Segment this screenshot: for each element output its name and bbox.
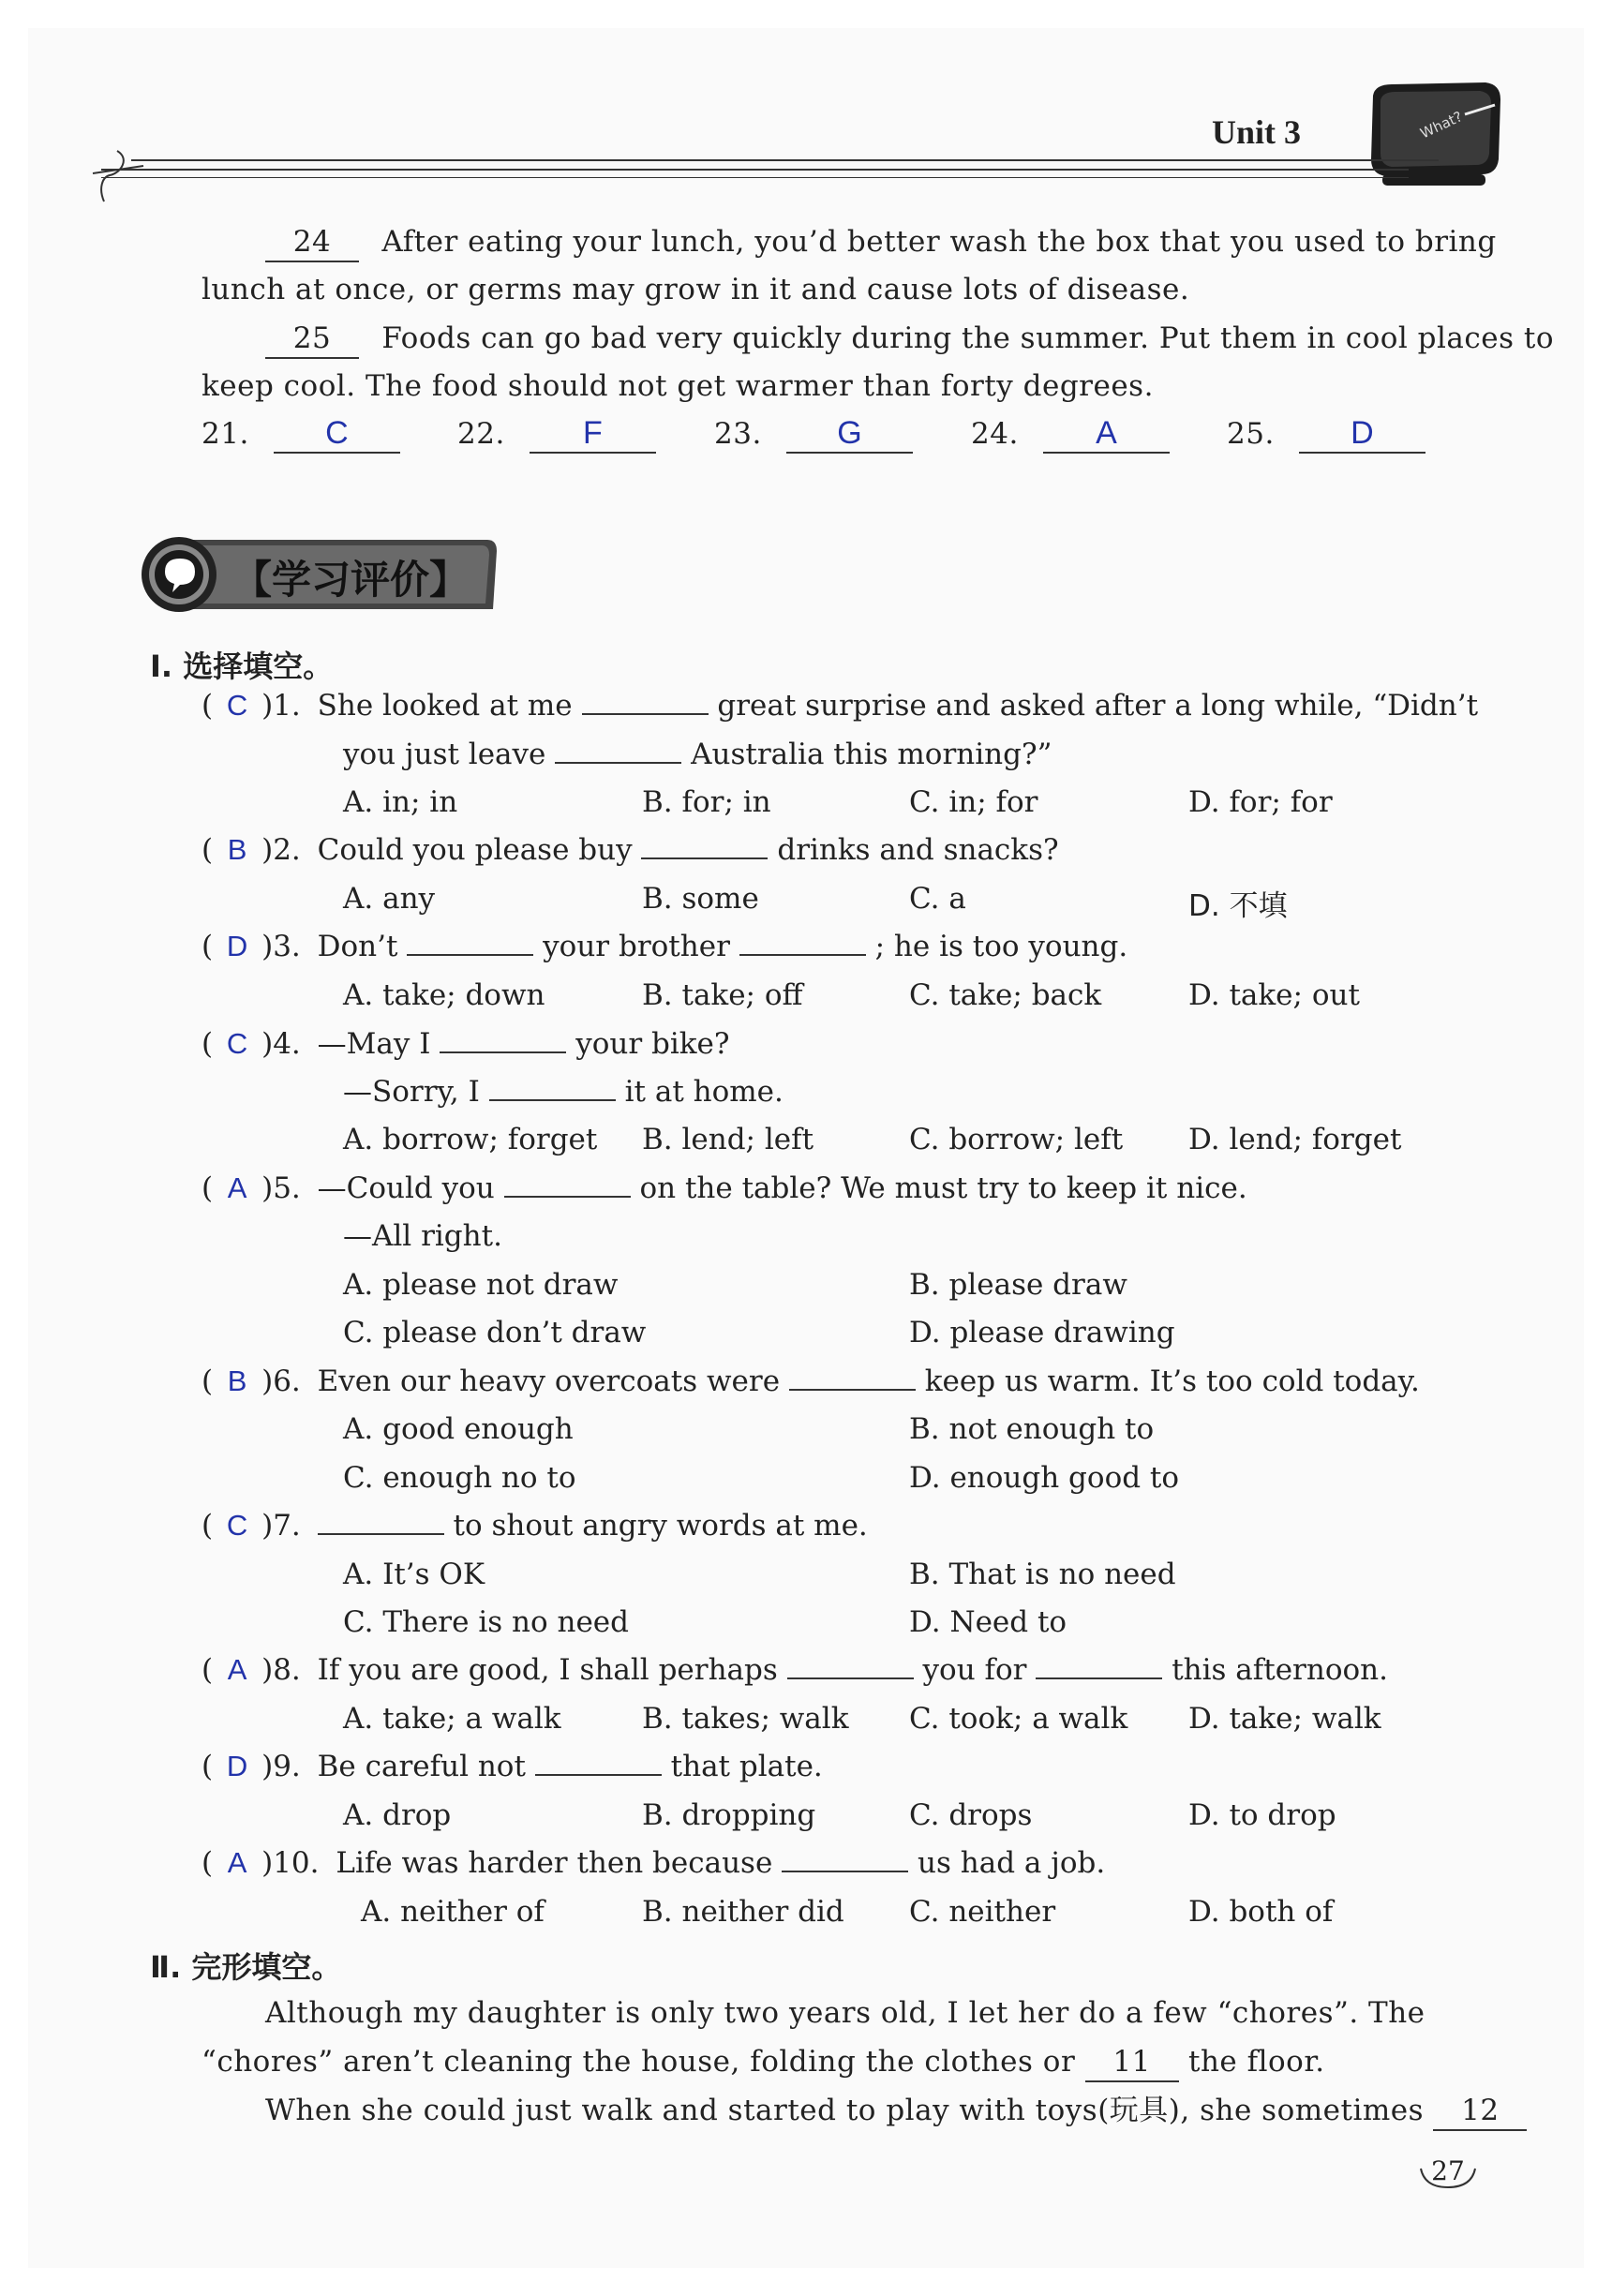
answer-blank[interactable] <box>440 1051 566 1053</box>
cloze-line-3: When she could just walk and started to play with toys(玩具), she sometimes 12 <box>265 2086 1527 2135</box>
tv-icon <box>1364 77 1504 189</box>
question-answer[interactable]: B <box>227 1364 247 1397</box>
answer-blank[interactable] <box>787 1677 914 1679</box>
cloze-blank-11[interactable]: 11 <box>1085 2043 1179 2082</box>
unit-title: Unit 3 <box>1212 113 1302 151</box>
option-c[interactable]: C. please don’t draw <box>343 1316 647 1349</box>
question-4: ( C )4. —May I your bike? <box>202 1027 730 1061</box>
question-answer[interactable]: C <box>226 1509 248 1542</box>
option-b[interactable]: B. some <box>642 882 759 916</box>
question-8: ( A )8. If you are good, I shall perhaps you for this afternoon. <box>202 1653 1388 1687</box>
banner-title: 【学习评价】 <box>232 557 470 603</box>
answer-number: 23. <box>714 417 762 451</box>
option-c[interactable]: C. drops <box>909 1798 1033 1832</box>
option-b[interactable]: B. take; off <box>642 978 803 1012</box>
question-6: ( B )6. Even our heavy overcoats were keep us warm. It’s too cold today. <box>202 1364 1420 1398</box>
option-d[interactable]: D. for; for <box>1188 785 1333 819</box>
option-d[interactable]: D. to drop <box>1188 1798 1336 1832</box>
question-answer[interactable]: C <box>226 689 248 722</box>
option-c[interactable]: C. enough no to <box>343 1461 576 1495</box>
option-b[interactable]: B. please draw <box>909 1268 1127 1302</box>
answer-row <box>1227 410 1425 458</box>
question-10: ( A )10. Life was harder then because us had a job. <box>202 1846 1106 1880</box>
option-b[interactable]: B. dropping <box>642 1798 816 1832</box>
passage-24 <box>265 217 1497 266</box>
answer-row <box>457 410 656 458</box>
question-1-line2: you just leave Australia this morning?” <box>343 738 1052 771</box>
question-4-line2: —Sorry, I it at home. <box>343 1075 784 1109</box>
option-d[interactable]: D. take; out <box>1188 978 1360 1012</box>
option-d[interactable]: D. take; walk <box>1188 1702 1381 1736</box>
question-answer[interactable]: D <box>226 1750 248 1782</box>
passage-24-text: After eating your lunch, you’d better wash the box that you used to bring <box>381 225 1497 259</box>
option-c[interactable]: C. in; for <box>909 785 1038 819</box>
answer-blank[interactable]: G <box>786 414 913 454</box>
option-c[interactable]: C. a <box>909 882 966 916</box>
section-banner <box>139 534 500 615</box>
option-d[interactable]: D. both of <box>1188 1895 1334 1929</box>
question-1: ( C )1. She looked at me great surprise and asked after a long while, “Didn’t <box>202 689 1479 723</box>
option-b[interactable]: B. lend; left <box>642 1123 814 1156</box>
answer-blank[interactable] <box>582 713 709 715</box>
question-answer[interactable]: A <box>227 1846 247 1879</box>
option-d[interactable]: D. 不填 <box>1188 889 1288 923</box>
option-d[interactable]: D. please drawing <box>909 1316 1175 1349</box>
cloze-line-2: “chores” aren’t cleaning the house, folding the clothes or 11 the floor. <box>202 2037 1325 2086</box>
answer-blank[interactable]: C <box>274 414 400 454</box>
option-a[interactable]: A. borrow; forget <box>343 1123 598 1156</box>
passage-24-line2: lunch at once, or germs may grow in it and cause lots of disease. <box>202 273 1190 306</box>
option-d[interactable]: D. Need to <box>909 1605 1067 1639</box>
answer-blank[interactable] <box>789 1389 916 1391</box>
option-a[interactable]: A. drop <box>343 1798 452 1832</box>
option-c[interactable]: C. take; back <box>909 978 1102 1012</box>
passage-25-text: Foods can go bad very quickly during the summer. Put them in cool places to <box>381 321 1554 355</box>
answer-blank[interactable]: A <box>1043 414 1170 454</box>
option-b[interactable]: B. for; in <box>642 785 771 819</box>
passage-25-line2: keep cool. The food should not get warmer than forty degrees. <box>202 369 1154 403</box>
answer-row <box>202 410 400 458</box>
answer-blank[interactable] <box>1036 1677 1162 1679</box>
answer-blank[interactable] <box>739 954 866 956</box>
option-d[interactable]: D. enough good to <box>909 1461 1180 1495</box>
question-answer[interactable]: C <box>226 1027 248 1060</box>
option-a[interactable]: A. any <box>343 882 436 916</box>
cloze-blank-12[interactable]: 12 <box>1433 2092 1527 2131</box>
question-5-line2: —All right. <box>343 1219 502 1253</box>
section-1-title: Ⅰ. 选择填空。 <box>150 649 334 684</box>
question-answer[interactable]: B <box>227 833 247 866</box>
option-b[interactable]: B. neither did <box>642 1895 844 1929</box>
option-d[interactable]: D. lend; forget <box>1188 1123 1402 1156</box>
option-a[interactable]: A. take; a walk <box>343 1702 561 1736</box>
question-answer[interactable]: D <box>226 930 248 962</box>
option-b[interactable]: B. not enough to <box>909 1412 1155 1446</box>
option-b[interactable]: B. That is no need <box>909 1558 1176 1591</box>
answer-blank[interactable] <box>641 857 768 859</box>
answer-blank[interactable]: F <box>530 414 656 454</box>
option-a[interactable]: A. in; in <box>343 785 458 819</box>
answer-blank[interactable]: D <box>1299 414 1425 454</box>
option-c[interactable]: C. neither <box>909 1895 1056 1929</box>
question-answer[interactable]: A <box>227 1653 247 1686</box>
option-c[interactable]: C. There is no need <box>343 1605 629 1639</box>
answer-blank[interactable] <box>782 1871 908 1872</box>
answer-number: 22. <box>457 417 505 451</box>
option-a[interactable]: A. It’s OK <box>343 1558 485 1591</box>
header-rule <box>101 177 1409 178</box>
answer-number: 25. <box>1227 417 1275 451</box>
answer-blank[interactable] <box>555 762 681 764</box>
answer-blank[interactable] <box>407 954 533 956</box>
question-2: ( B )2. Could you please buy drinks and snacks? <box>202 833 1059 867</box>
answer-blank[interactable] <box>489 1099 616 1101</box>
question-answer[interactable]: A <box>227 1171 247 1204</box>
cloze-line-1: Although my daughter is only two years old, I let her do a few “chores”. The <box>265 1996 1425 2030</box>
tv-icon-text: What? <box>1417 108 1466 142</box>
question-5: ( A )5. —Could you on the table? We must try to keep it nice. <box>202 1171 1247 1205</box>
question-7: ( C )7. to shout angry words at me. <box>202 1509 868 1543</box>
question-3: ( D )3. Don’t your brother ; he is too young. <box>202 930 1128 963</box>
answer-blank[interactable] <box>504 1196 631 1198</box>
answer-row <box>971 410 1170 458</box>
header-scroll-ornament <box>89 145 145 211</box>
answer-number: 24. <box>971 417 1019 451</box>
passage-25 <box>265 314 1554 363</box>
question-9: ( D )9. Be careful not that plate. <box>202 1750 823 1783</box>
option-c[interactable]: C. took; a walk <box>909 1702 1128 1736</box>
option-a[interactable]: A. please not draw <box>343 1268 619 1302</box>
option-c[interactable]: C. borrow; left <box>909 1123 1124 1156</box>
page-number <box>1415 2155 1481 2193</box>
header-rule <box>131 159 1439 161</box>
page-number-text: 27 <box>1431 2155 1465 2186</box>
header-rule <box>101 169 1409 171</box>
answer-blank[interactable] <box>535 1774 662 1776</box>
blank-25[interactable]: 25 <box>265 320 359 359</box>
answer-row <box>714 410 913 458</box>
section-2-title: Ⅱ. 完形填空。 <box>150 1949 342 1985</box>
option-b[interactable]: B. takes; walk <box>642 1702 849 1736</box>
option-a[interactable]: A. good enough <box>343 1412 574 1446</box>
answer-blank[interactable] <box>318 1533 444 1535</box>
answer-number: 21. <box>202 417 249 451</box>
option-a[interactable]: A. take; down <box>343 978 545 1012</box>
option-a[interactable]: A. neither of <box>361 1895 545 1929</box>
blank-24[interactable]: 24 <box>265 223 359 262</box>
